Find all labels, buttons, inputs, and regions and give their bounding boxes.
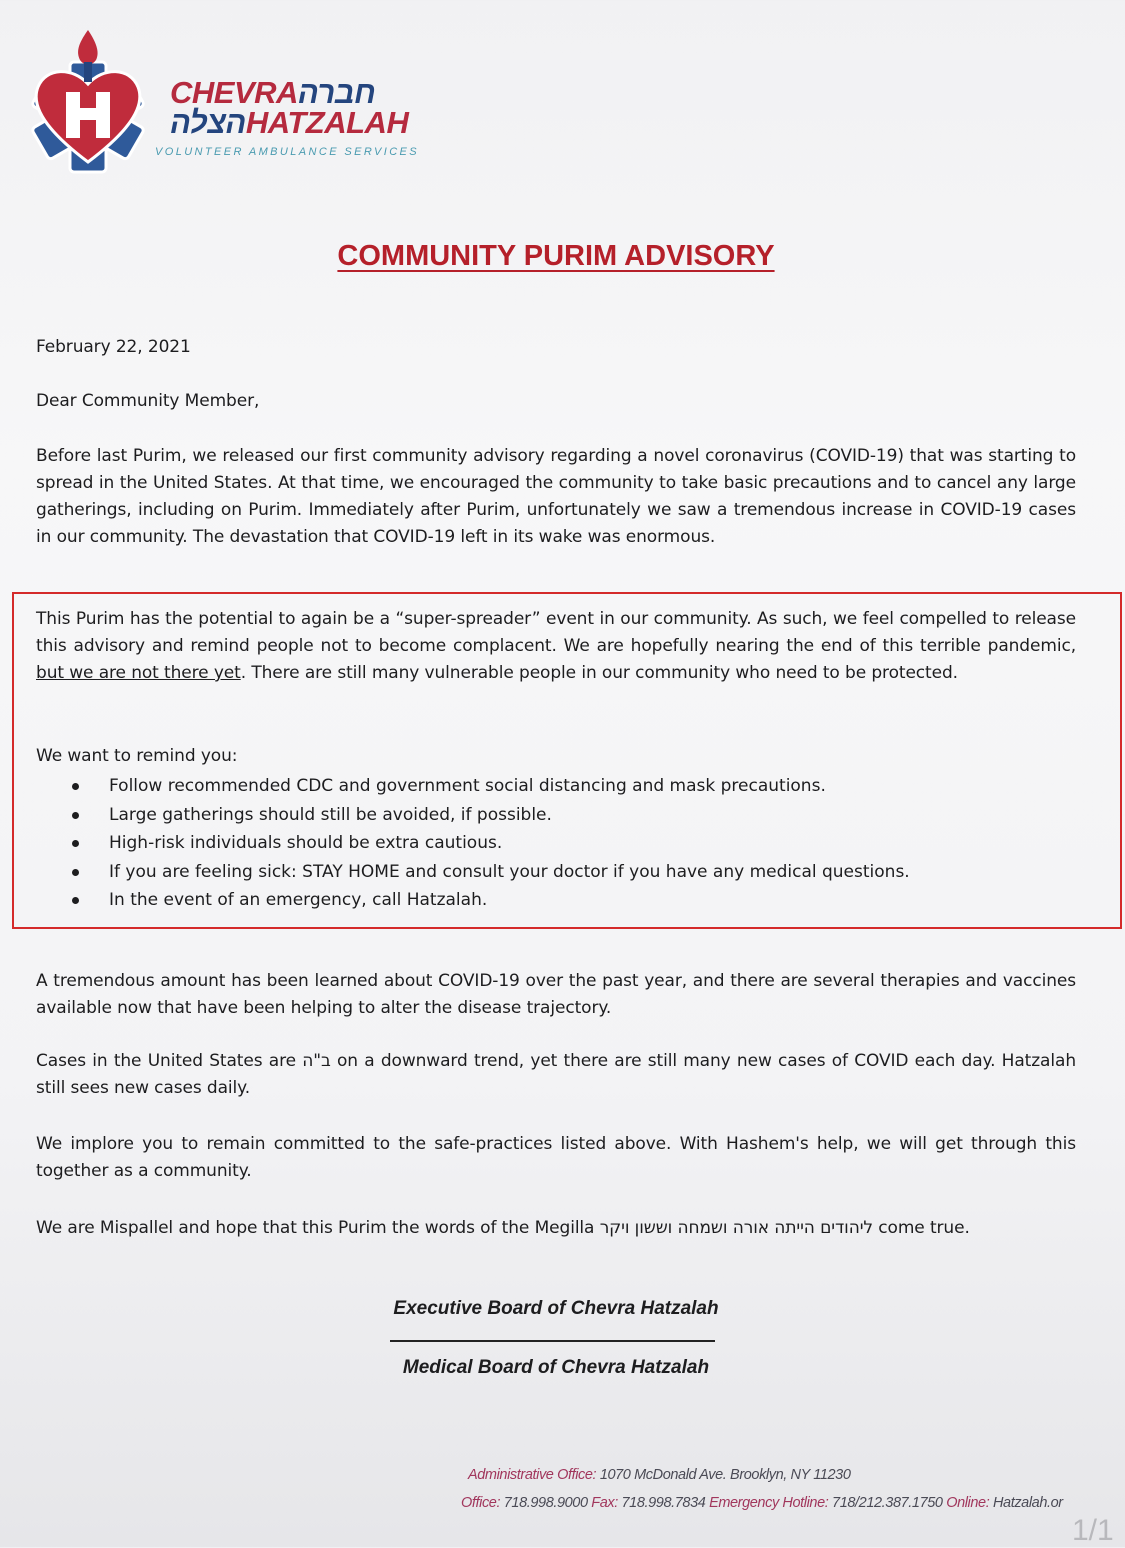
letter-date: February 22, 2021 [36,337,191,357]
therapies-paragraph: A tremendous amount has been learned about COVID-19 over the past year, and there are several therapies and vaccines available now that have been helping to alter the disease trajectory. [36,971,1076,1018]
list-item: High-risk individuals should be extra cautious. [64,829,910,858]
logo-tagline: VOLUNTEER AMBULANCE SERVICES [155,146,420,158]
signature-medical-board: Medical Board of Chevra Hatzalah [402,1357,710,1378]
footer-address: Administrative Office: 1070 McDonald Ave. Brooklyn, NY 11230 [468,1467,851,1483]
footer-contacts: Office: 718.998.9000 Fax: 718.998.7834 Emergency Hotline: 718/212.387.1750 Online: Hatzalah.or [461,1495,1063,1511]
cases-paragraph: Cases in the United States are ב"ה on a downward trend, yet there are still many new cases of COVID each day. Hatzalah still sees new cases daily. [36,1051,1076,1098]
list-item: In the event of an emergency, call Hatzalah. [64,886,910,915]
remind-heading: We want to remind you: [36,746,238,766]
logo-wordmark: CHEVRAחברה הצלהHATZALAH [170,75,409,140]
signature-divider [390,1340,715,1342]
precautions-list [64,772,910,915]
implore-paragraph: We implore you to remain committed to the safe-practices listed above. With Hashem's help, we will get through this together as a community. [36,1134,1076,1181]
page-title: COMMUNITY PURIM ADVISORY [337,240,775,272]
list-item: If you are feeling sick: STAY HOME and consult your doctor if you have any medical questions. [64,858,910,887]
list-item: Follow recommended CDC and government social distancing and mask precautions. [64,772,910,801]
list-item: Large gatherings should still be avoided, if possible. [64,801,910,830]
hatzalah-logo-emblem [8,22,168,182]
page-indicator: 1/1 [1072,1514,1114,1547]
salutation: Dear Community Member, [36,391,260,411]
megilla-paragraph: We are Mispallel and hope that this Purim the words of the Megilla ליהודים הייתה אורה ושמחה וששון ויקר come true. [36,1218,970,1238]
signature-executive-board: Executive Board of Chevra Hatzalah [393,1298,719,1319]
super-spreader-paragraph: This Purim has the potential to again be a “super-spreader” event in our community. As such, we feel compelled to release this advisory and remind people not to become complacent. We are hopefully nearing the end of this terrible pandemic, but we are not there yet. There are still many vulnerable people in our community who need to be protected. [36,609,1076,683]
intro-paragraph: Before last Purim, we released our first community advisory regarding a novel coronavirus (COVID-19) that was starting to spread in the United States. At that time, we encouraged the community to take basic precautions and to cancel any large gatherings, including on Purim. Immediately after Purim, unfortunately we saw a tremendous increase in COVID-19 cases in our community. The devastation that COVID-19 left in its wake was enormous. [36,446,1076,547]
